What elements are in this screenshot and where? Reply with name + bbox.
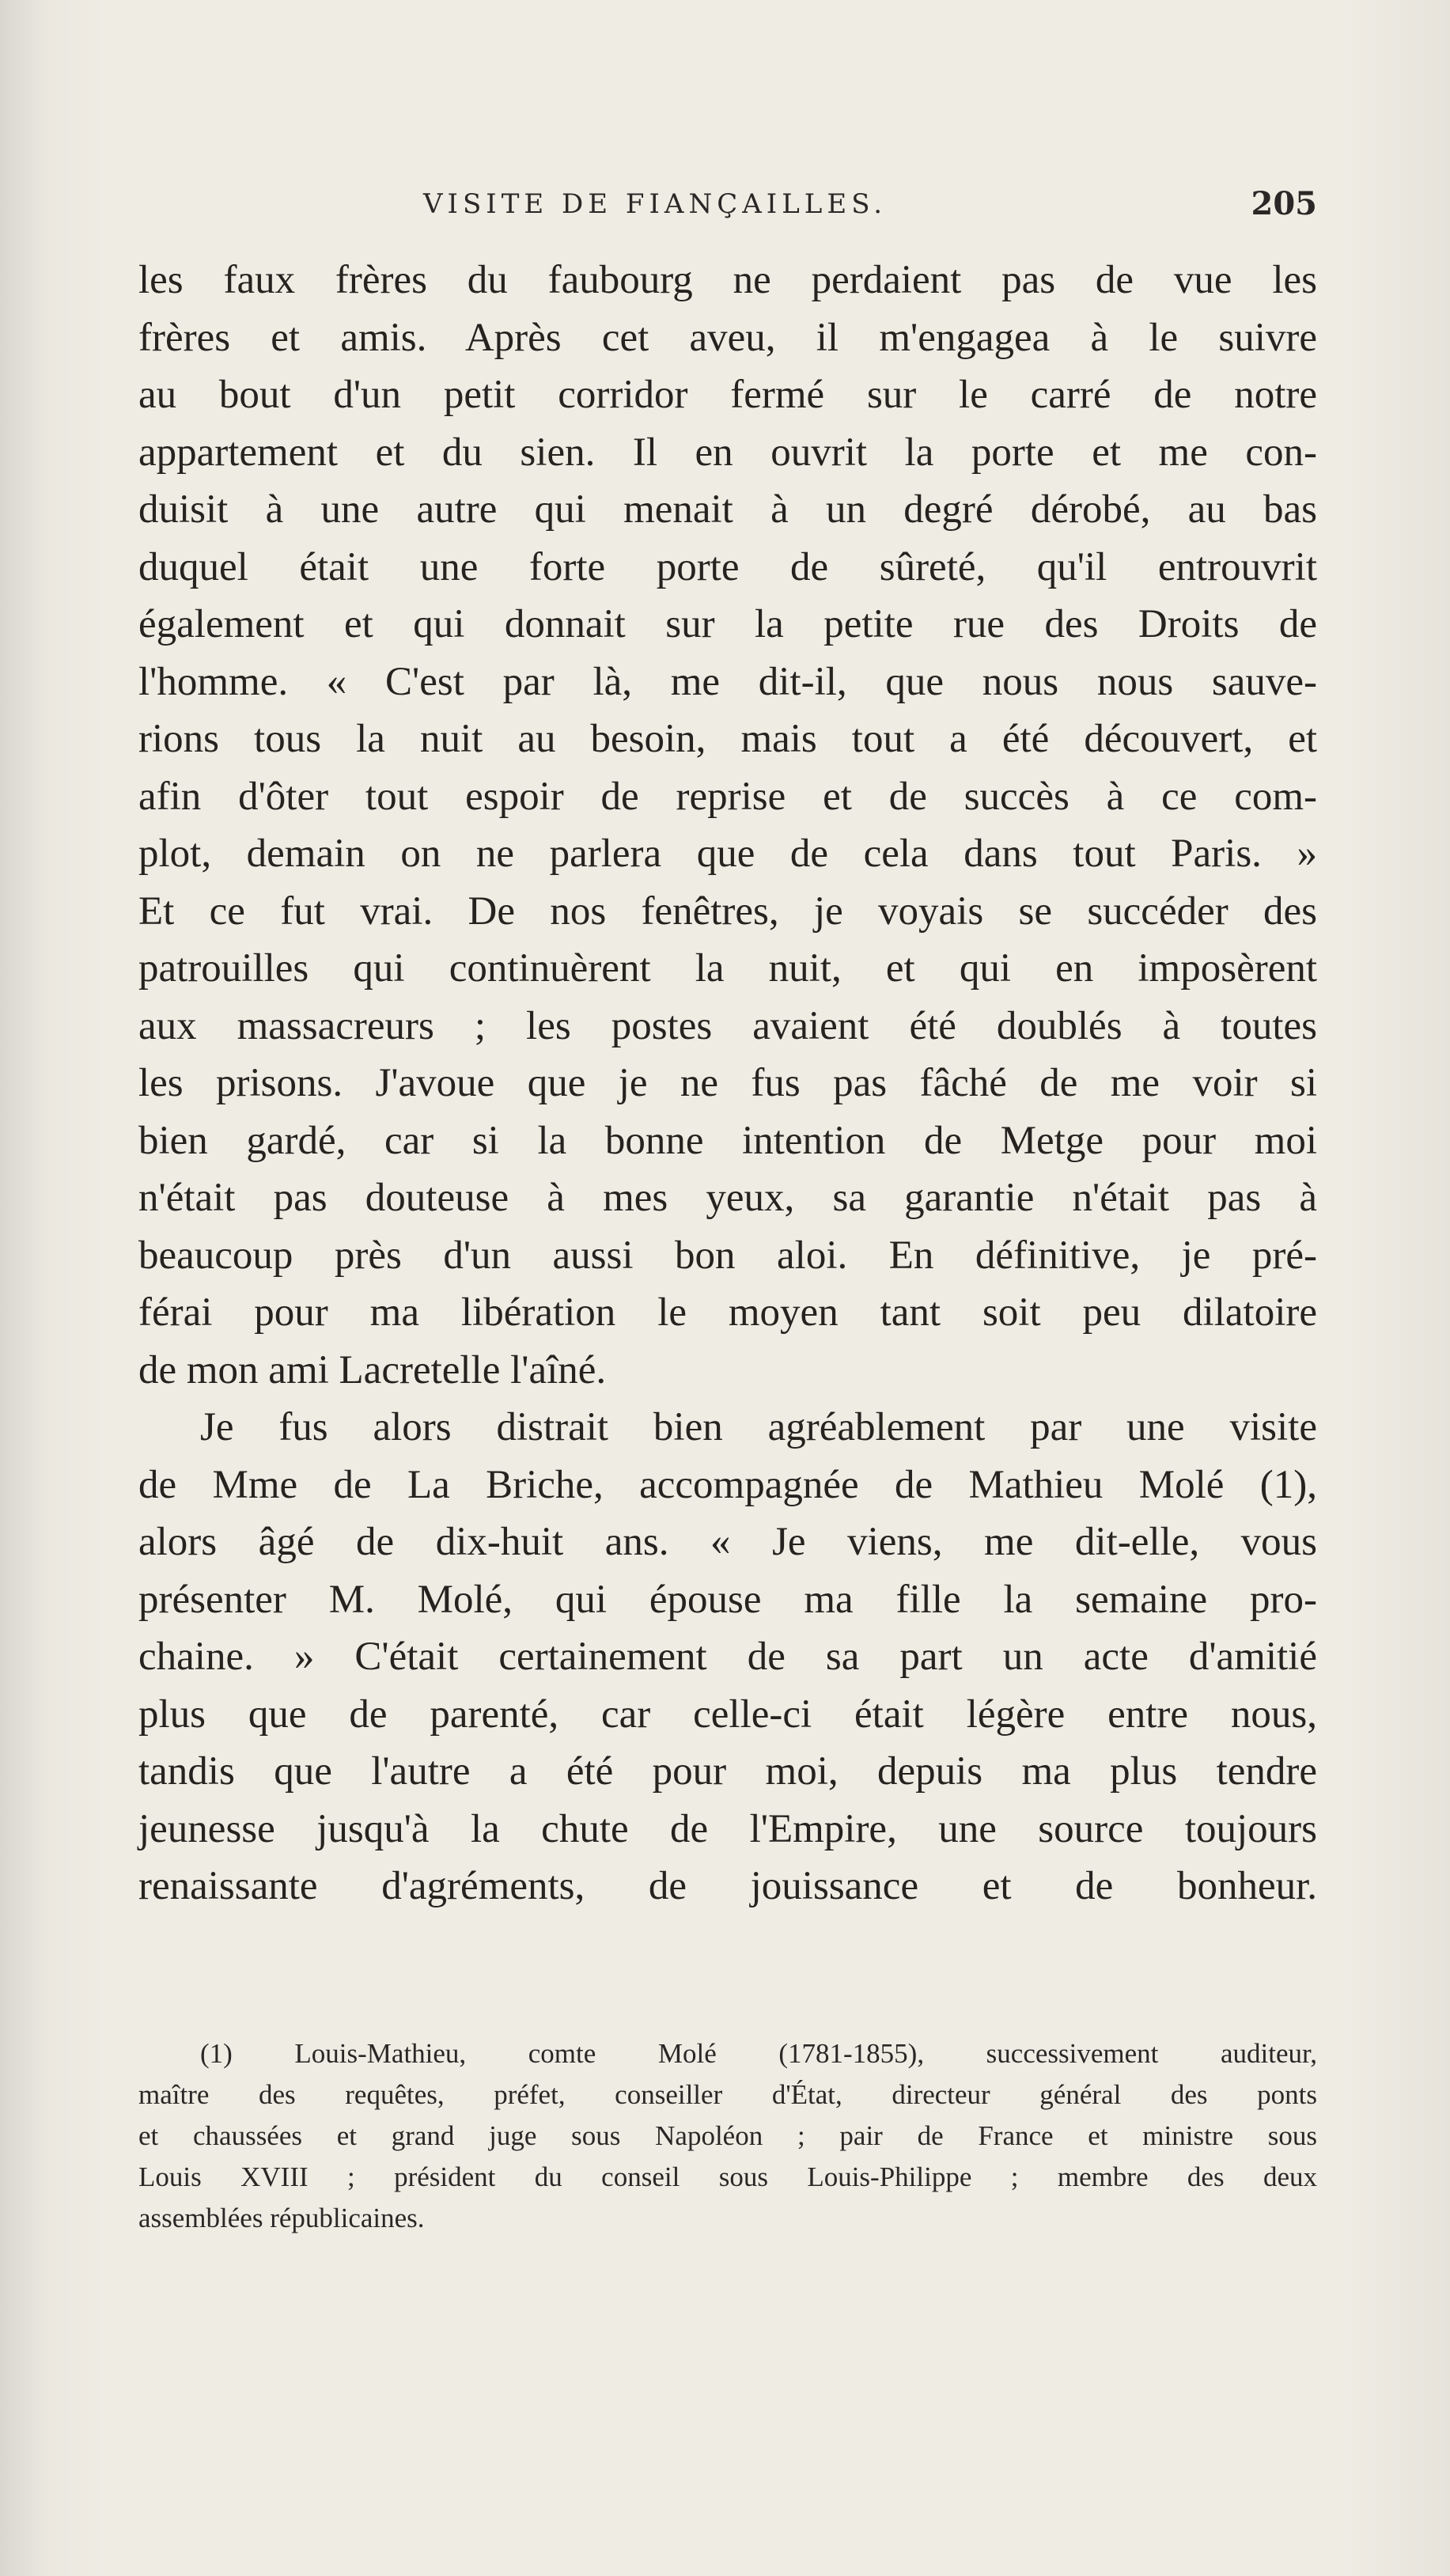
text-line: bien gardé, car si la bonne intention de Metge pour moi: [138, 1118, 1317, 1163]
text-line: férai pour ma libération le moyen tant soit peu dilatoire: [138, 1290, 1317, 1335]
text-line: renaissante d'agréments, de jouissance et de bonheur.: [138, 1864, 1317, 1908]
footnote-line: Louis XVIII ; président du conseil sous Louis-Philippe ; membre des deux: [138, 2161, 1317, 2192]
text-line: frères et amis. Après cet aveu, il m'engagea à le suivre: [138, 315, 1317, 360]
text-line: n'était pas douteuse à mes yeux, sa garantie n'était pas à: [138, 1176, 1317, 1220]
text-line: jeunesse jusqu'à la chute de l'Empire, une source toujours: [138, 1806, 1317, 1851]
running-head: [138, 185, 1317, 236]
text-line: rions tous la nuit au besoin, mais tout a été découvert, et: [138, 717, 1317, 761]
footnote-line: (1) Louis-Mathieu, comte Molé (1781-1855), successivement auditeur,: [200, 2038, 1317, 2069]
paragraph-end-line: de mon ami Lacretelle l'aîné.: [138, 1347, 607, 1392]
text-line: de Mme de La Briche, accompagnée de Mathieu Molé (1),: [138, 1462, 1317, 1507]
page-number: 205: [1251, 185, 1317, 222]
footnote-line: et chaussées et grand juge sous Napoléon ; pair de France et ministre sous: [138, 2120, 1317, 2151]
text-line: présenter M. Molé, qui épouse ma fille la semaine pro-: [138, 1577, 1317, 1622]
text-line: également et qui donnait sur la petite rue des Droits de: [138, 602, 1317, 646]
main-text: [138, 252, 1317, 1915]
paragraph-start-line: Je fus alors distrait bien agréablement par une visite: [200, 1405, 1317, 1449]
text-line: les faux frères du faubourg ne perdaient pas de vue les: [138, 258, 1317, 302]
text-line: au bout d'un petit corridor fermé sur le carré de notre: [138, 373, 1317, 417]
text-line: duisit à une autre qui menait à un degré dérobé, au bas: [138, 487, 1317, 532]
footnotes: [138, 2033, 1317, 2239]
text-line: alors âgé de dix-huit ans. « Je viens, me dit-elle, vous: [138, 1520, 1317, 1564]
text-line: aux massacreurs ; les postes avaient été doublés à toutes: [138, 1003, 1317, 1048]
text-line: chaine. » C'était certainement de sa part un acte d'amitié: [138, 1635, 1317, 1679]
text-line: Et ce fut vrai. De nos fenêtres, je voyais se succéder des: [138, 888, 1317, 934]
text-line: tandis que l'autre a été pour moi, depuis ma plus tendre: [138, 1749, 1317, 1794]
text-line: l'homme. « C'est par là, me dit-il, que nous nous sauve-: [138, 659, 1317, 704]
text-line: afin d'ôter tout espoir de reprise et de succès à ce com-: [138, 774, 1317, 819]
text-line: les prisons. J'avoue que je ne fus pas fâché de me voir si: [138, 1061, 1317, 1105]
running-title: VISITE DE FIANÇAILLES.: [423, 188, 888, 220]
text-line: appartement et du sien. Il en ouvrit la porte et me con-: [138, 430, 1317, 475]
text-line: plot, demain on ne parlera que de cela dans tout Paris. »: [138, 832, 1317, 876]
text-line: plus que de parenté, car celle-ci était légère entre nous,: [138, 1691, 1317, 1737]
footnote-line: assemblées républicaines.: [138, 2203, 425, 2233]
text-line: duquel était une forte porte de sûreté, qu'il entrouvrit: [138, 544, 1317, 589]
text-line: patrouilles qui continuèrent la nuit, et qui en imposèrent: [138, 946, 1317, 991]
text-line: beaucoup près d'un aussi bon aloi. En définitive, je pré-: [138, 1233, 1317, 1278]
footnote-line: maître des requêtes, préfet, conseiller d'État, directeur général des ponts: [138, 2079, 1317, 2110]
